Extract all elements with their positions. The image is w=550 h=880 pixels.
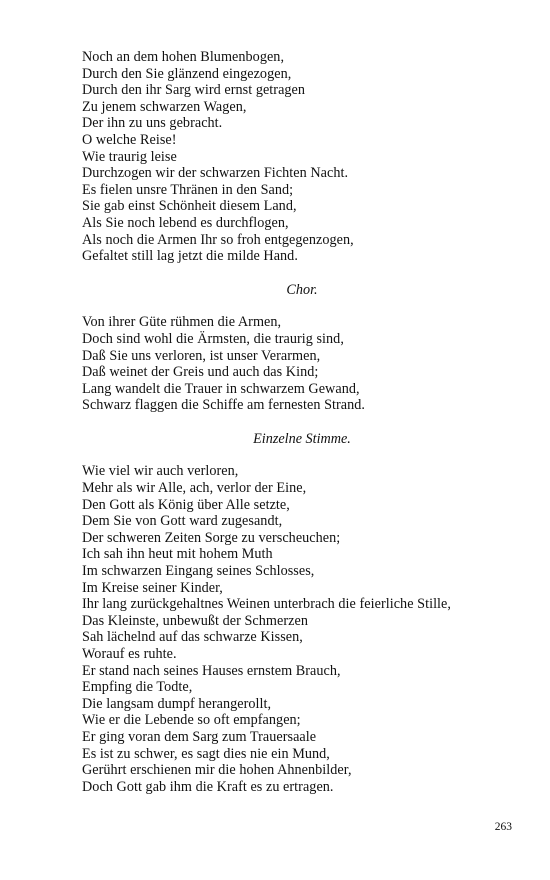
verse-line: Zu jenem schwarzen Wagen, [82, 98, 247, 115]
verse-line: Empfing die Todte, [82, 679, 193, 696]
verse-line: Sie gab einst Schönheit diesem Land, [82, 198, 297, 215]
verse-line: Gefaltet still lag jetzt die milde Hand. [82, 248, 298, 265]
poem-text [82, 49, 522, 795]
speaker-heading-einzelne-stimme: Einzelne Stimme. [253, 430, 351, 447]
verse-line: Ich sah ihn heut mit hohem Muth [82, 546, 273, 563]
verse-line: Wie viel wir auch verloren, [82, 463, 239, 480]
stanza-3 [82, 463, 522, 795]
verse-line: Im Kreise seiner Kinder, [82, 579, 223, 596]
speaker-heading-chor: Chor. [286, 281, 318, 298]
verse-line: Durch den Sie glänzend eingezogen, [82, 65, 292, 82]
verse-line: Lang wandelt die Trauer in schwarzem Gewand, [82, 380, 360, 397]
verse-line: Doch sind wohl die Ärmsten, die traurig sind, [82, 330, 344, 347]
page-number: 263 [494, 821, 512, 833]
verse-line: Doch Gott gab ihm die Kraft es zu ertragen. [82, 778, 334, 795]
verse-line: Worauf es ruhte. [82, 646, 177, 662]
stanza-2 [82, 314, 522, 414]
verse-line: Von ihrer Güte rühmen die Armen, [82, 314, 282, 331]
verse-line: Daß weinet der Greis und auch das Kind; [82, 364, 319, 381]
verse-line: Als Sie noch lebend es durchflogen, [82, 214, 289, 231]
verse-line: Im schwarzen Eingang seines Schlosses, [82, 563, 315, 580]
verse-line: Daß Sie uns verloren, ist unser Verarmen, [82, 347, 321, 364]
verse-line: Durchzogen wir der schwarzen Fichten Nacht. [82, 165, 349, 182]
verse-line: Die langsam dumpf herangerollt, [82, 695, 272, 712]
verse-line: Gerührt erschienen mir die hohen Ahnenbilder, [82, 762, 352, 779]
verse-line: Ihr lang zurückgehaltnes Weinen unterbrach die feierliche Stille, [82, 596, 451, 613]
verse-line: Schwarz flaggen die Schiffe am fernesten Strand. [82, 397, 366, 414]
verse-line: Noch an dem hohen Blumenbogen, [82, 49, 285, 65]
verse-line: Wie er die Lebende so oft empfangen; [82, 712, 301, 729]
verse-line: Durch den ihr Sarg wird ernst getragen [82, 82, 306, 99]
verse-line: Der ihn zu uns gebracht. [82, 115, 223, 132]
verse-line: Er stand nach seines Hauses ernstem Brauch, [82, 662, 341, 679]
verse-line: Er ging voran dem Sarg zum Trauersaale [82, 728, 317, 745]
verse-line: Den Gott als König über Alle setzte, [82, 496, 290, 513]
verse-line: Mehr als wir Alle, ach, verlor der Eine, [82, 480, 307, 497]
verse-line: Es fielen unsre Thränen in den Sand; [82, 181, 294, 198]
verse-line: Dem Sie von Gott ward zugesandt, [82, 513, 283, 530]
verse-line: Sah lächelnd auf das schwarze Kissen, [82, 629, 303, 646]
verse-line: Der schweren Zeiten Sorge zu verscheuchen; [82, 529, 341, 546]
verse-line: Es ist zu schwer, es sagt dies nie ein Mund, [82, 745, 330, 762]
verse-line: Als noch die Armen Ihr so froh entgegenzogen, [82, 231, 354, 248]
verse-line: O welche Reise! [82, 131, 177, 148]
verse-line: Wie traurig leise [82, 148, 177, 165]
stanza-1 [82, 49, 522, 265]
verse-line: Das Kleinste, unbewußt der Schmerzen [82, 612, 308, 629]
